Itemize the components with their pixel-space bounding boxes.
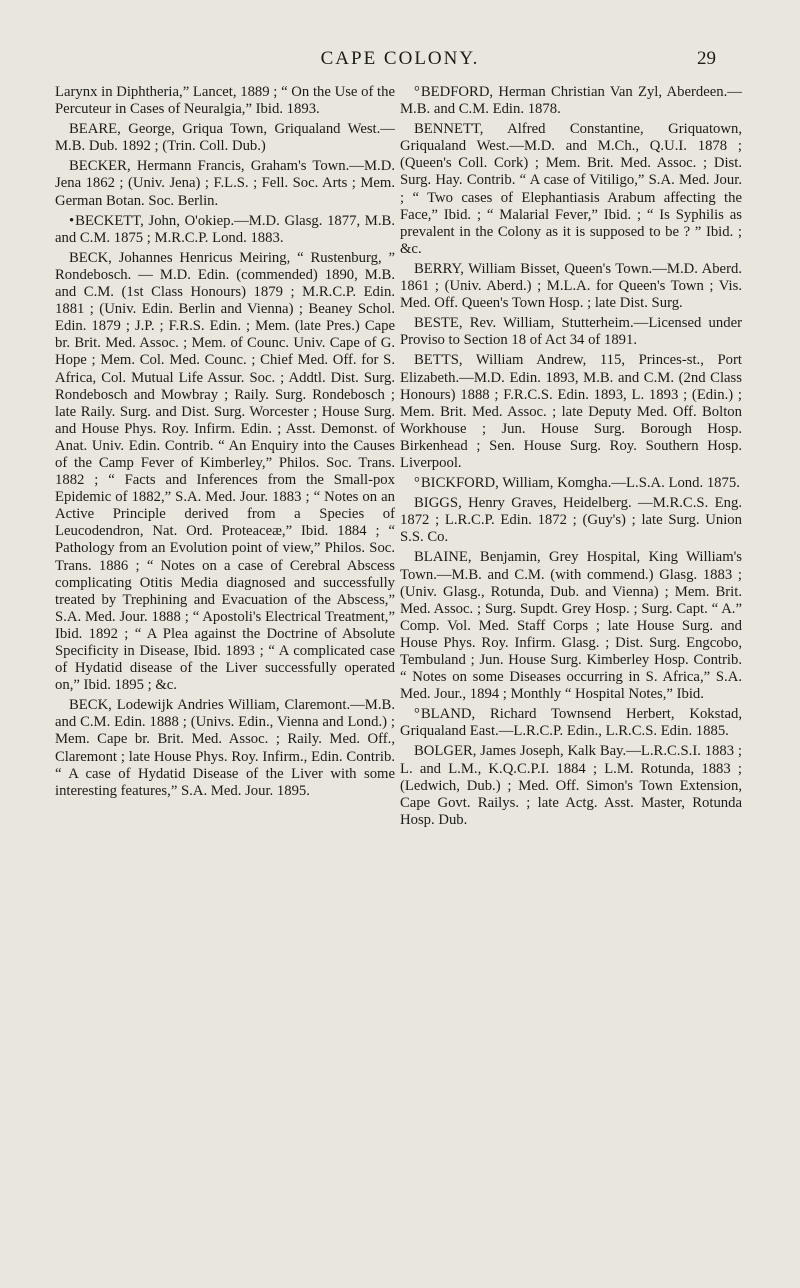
directory-entry bbox=[400, 84, 742, 118]
running-head bbox=[0, 48, 800, 76]
directory-entry bbox=[55, 158, 395, 209]
entry-mark: ° bbox=[414, 84, 420, 100]
directory-entry bbox=[400, 121, 742, 258]
right-column bbox=[400, 84, 742, 832]
directory-entry bbox=[400, 261, 742, 312]
entry-text: BECKETT, John, O'okiep.—M.D. Glasg. 1877, M.B. and C.M. 1875 ; M.R.C.P. Lond. 1883. bbox=[55, 212, 395, 246]
entry-text: BICKFORD, William, Komgha.—L.S.A. Lond. 1875. bbox=[420, 475, 740, 492]
directory-entry bbox=[400, 743, 742, 828]
directory-entry bbox=[400, 549, 742, 703]
entry-text: BLAND, Richard Townsend Herbert, Kokstad, Griqualand East.—L.R.C.P. Edin., L.R.C.S. Edin. 1885. bbox=[400, 706, 742, 740]
entry-text: BEARE, George, Griqua Town, Griqualand West.—M.B. Dub. 1892 ; (Trin. Coll. Dub.) bbox=[55, 121, 395, 155]
entry-text: BOLGER, James Joseph, Kalk Bay.—L.R.C.S.I. 1883 ; L. and L.M., K.Q.C.P.I. 1884 ; L.M. Rotunda, 1883 ; (Ledwich, Dub.) ; Med. Off. Simon's Town Extension, Cape Govt. Railys. ; late Actg. Asst. Master, Rotunda Hosp. Dub. bbox=[400, 743, 742, 828]
page-number: 29 bbox=[697, 48, 716, 69]
entry-text: BESTE, Rev. William, Stutterheim.—Licensed under Proviso to Section 18 of Act 34 of 1891. bbox=[400, 315, 742, 349]
entry-text: BECKER, Hermann Francis, Graham's Town.—M.D. Jena 1862 ; (Univ. Jena) ; F.L.S. ; Fell. Soc. Arts ; Mem. German Botan. Soc. Berlin. bbox=[55, 158, 395, 209]
directory-entry bbox=[55, 121, 395, 155]
entry-text: BECK, Lodewijk Andries William, Claremont.—M.B. and C.M. Edin. 1888 ; (Univs. Edin., Vienna and Lond.) ; Mem. Cape br. Brit. Med. Assoc. ; Raily. Med. Off., Claremont ; late House Phys. Roy. Infirm., Edin. Contrib. “ A case of Hydatid Disease of the Liver with some interesting features,” S.A. Med. Jour. 1895. bbox=[55, 697, 395, 799]
entry-text: BETTS, William Andrew, 115, Princes-st., Port Elizabeth.—M.D. Edin. 1893, M.B. and C.M. (2nd Class Honours) 1888 ; F.R.C.S. Edin. 1893, L. 1893 ; (Edin.) ; Mem. Brit. Med. Assoc. ; late Deputy Med. Off. Bolton Workhouse ; Jun. House Surg. Borough Hosp. Birkenhead ; Sen. House Surg. Roy. Southern Hosp. Liverpool. bbox=[400, 352, 742, 471]
page-title: CAPE COLONY. bbox=[320, 48, 480, 69]
directory-entry bbox=[400, 495, 742, 546]
directory-entry bbox=[55, 250, 395, 694]
directory-entry bbox=[400, 706, 742, 740]
directory-entry bbox=[400, 475, 742, 492]
entry-mark: ° bbox=[414, 475, 420, 492]
entry-mark: • bbox=[69, 212, 75, 229]
directory-entry bbox=[55, 697, 395, 800]
entry-text: BLAINE, Benjamin, Grey Hospital, King William's Town.—M.B. and C.M. (with commend.) Glasg. 1883 ; (Univ. Glasg., Rotunda, Dub. and Vienna) ; Mem. Brit. Med. Assoc. ; Surg. Supdt. Grey Hosp. ; Surg. Capt. “ A.” Comp. Vol. Med. Staff Corps ; late House Surg. and House Phys. Roy. Infirm. Glasg. ; Dist. Surg. Engcobo, Tembuland ; Jun. House Surg. Kimberley Hosp. Contrib. “ Notes on some Diseases occurring in S. Africa,” S.A. Med. Jour., 1894 ; Monthly “ Hospital Notes,” Ibid. bbox=[400, 549, 742, 703]
entry-text: BERRY, William Bisset, Queen's Town.—M.D. Aberd. 1861 ; (Univ. Aberd.) ; M.L.A. for Queen's Town ; Vis. Med. Off. Queen's Town Hosp. ; late Dist. Surg. bbox=[400, 260, 742, 312]
entry-mark: ° bbox=[414, 706, 420, 723]
left-column bbox=[55, 84, 395, 803]
directory-entry bbox=[400, 315, 742, 349]
entry-text: BENNETT, Alfred Constantine, Griquatown, Griqualand West.—M.D. and M.Ch., Q.U.I. 1878 ; (Queen's Coll. Cork) ; Mem. Brit. Med. Assoc. ; Dist. Surg. Hay. Contrib. “ A case of Vitiligo,” S.A. Med. Jour. ; “ Two cases of Elephantiasis Arabum affecting the Face,” Ibid. ; “ Malarial Fever,” Ibid. ; “ Is Syphilis as prevalent in the Colony as it is supposed to be ? ” Ibid. ; &c. bbox=[400, 121, 742, 257]
entry-text: BECK, Johannes Henricus Meiring, “ Rustenburg, ” Rondebosch. — M.D. Edin. (commended) 1890, M.B. and C.M. (1st Class Honours) 1879 ; M.R.C.P. Edin. 1881 ; (Univ. Edin. Berlin and Vienna) ; Beaney Schol. Edin. 1879 ; J.P. ; F.R.S. Edin. ; Mem. (late Pres.) Cape br. Brit. Med. Assoc. ; Mem. of Counc. Univ. Cape of G. Hope ; Mem. Col. Med. Counc. ; Chief Med. Off. for S. Africa, Col. Mutual Life Assur. Soc. ; Addtl. Dist. Surg. Rondebosch and Mowbray ; Raily. Surg. Rondebosch ; late Raily. Surg. and Dist. Surg. Worcester ; House Surg. and House Phys. Roy. Infirm. Edin. ; Asst. Demonst. of Anat. Univ. Edin. Contrib. “ An Enquiry into the Causes of the Camp Fever of Kimberley,” Philos. Soc. Trans. 1882 ; “ Facts and Inferences from the Small-pox Epidemic of 1882,” S.A. Med. Jour. 1883 ; “ Notes on an Active Principle derived from a Species of Leucodendron, Nat. Ord. Proteaceæ,” Ibid. 1884 ; “ Pathology from an Evolution point of view,” Philos. Soc. Trans. 1886 ; “ Notes on a case of Cerebral Abscess complicating Otitis Media diagnosed and successfully treated by Trephining and Evacuation of the Abscess,” S.A. Med. Jour. 1888 ; “ Apostoli's Electrical Treatment,” Ibid. 1892 ; “ A Plea against the Doctrine of Absolute Specificity in Disease, Ibid. 1893 ; “ A complicated case of Hydatid disease of the Liver successfully operated on,” Ibid. 1895 ; &c. bbox=[55, 249, 395, 694]
entry-text: BIGGS, Henry Graves, Heidelberg. —M.R.C.S. Eng. 1872 ; L.R.C.P. Edin. 1872 ; (Guy's) ; late Surg. Union S.S. Co. bbox=[400, 495, 742, 546]
directory-entry bbox=[55, 213, 395, 247]
entry-text: BEDFORD, Herman Christian Van Zyl, Aberdeen.—M.B. and C.M. Edin. 1878. bbox=[400, 84, 742, 118]
directory-entry bbox=[55, 84, 395, 118]
directory-entry bbox=[400, 352, 742, 472]
entry-text: Larynx in Diphtheria,” Lancet, 1889 ; “ On the Use of the Percuteur in Cases of Neuralgia,” Ibid. 1893. bbox=[55, 84, 395, 118]
